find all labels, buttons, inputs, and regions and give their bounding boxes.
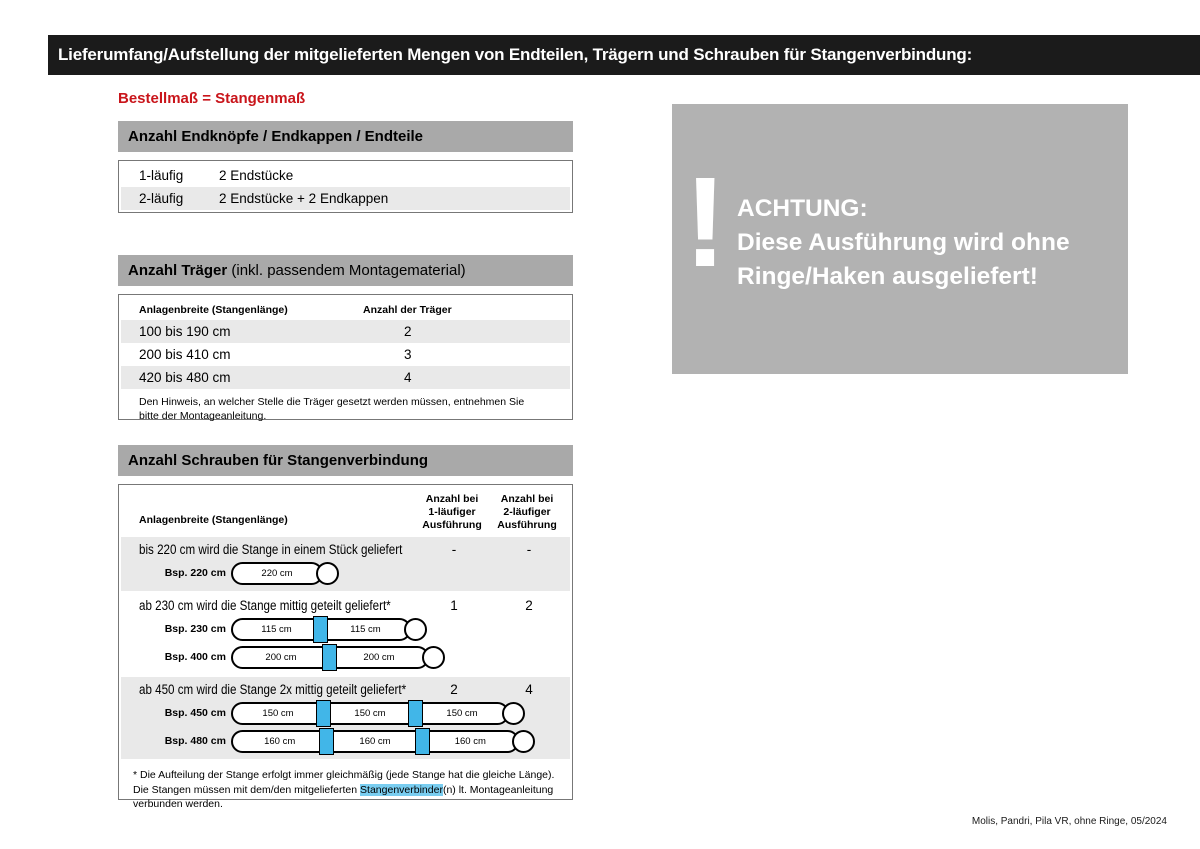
- row-count: 4: [404, 370, 412, 385]
- example-label: Bsp. 230 cm: [164, 623, 226, 635]
- example-label: Bsp. 450 cm: [164, 707, 226, 719]
- section-header-endteile: [118, 121, 573, 152]
- rod-example: [121, 559, 570, 587]
- rod-segment: 160 cm: [264, 735, 296, 747]
- table-note: Den Hinweis, an welcher Stelle die Träger gesetzt werden müssen, entnehmen Sie bitte der Montageanleitung.: [139, 396, 525, 423]
- footnote-post: (n) lt. Montageanleitung verbunden werden.: [133, 783, 554, 811]
- warning-line-3: Ringe/Haken ausgeliefert!: [737, 263, 1038, 290]
- table-section: [121, 537, 570, 591]
- table-endteile: [118, 160, 573, 213]
- table-traeger: [118, 294, 573, 423]
- column-header-anlagenbreite: Anlagenbreite (Stangenlänge): [139, 514, 288, 526]
- rod-segment: 220 cm: [261, 567, 293, 579]
- rod-body: [231, 702, 509, 725]
- rod-connector: [319, 728, 334, 755]
- section-text: ab 450 cm wird die Stange 2x mittig geteilt geliefert*: [139, 682, 407, 697]
- section-header-traeger: [118, 255, 573, 286]
- section-row: [121, 598, 570, 615]
- table-row: [121, 366, 570, 389]
- row-range: 420 bis 480 cm: [139, 370, 231, 385]
- warning-line-1: ACHTUNG:: [737, 195, 868, 222]
- rod-example: [121, 727, 570, 755]
- section-title-traeger-bold: Anzahl Träger: [128, 262, 228, 279]
- row-value: 2 Endstücke + 2 Endkappen: [219, 191, 389, 206]
- rod-end-knob: [422, 646, 445, 669]
- footnote: [133, 768, 558, 812]
- count-1-laeufig: 1: [450, 598, 458, 613]
- rod-illustration: [231, 646, 429, 669]
- count-1-laeufig: 2: [450, 682, 458, 697]
- footnote-pre: * Die Aufteilung der Stange erfolgt immer gleichmäßig (jede Stange hat die gleiche Länge). Die Stangen müssen mit dem/den mitgelieferten: [133, 769, 555, 796]
- section-row: [121, 542, 570, 559]
- page-header-bar: [48, 35, 1200, 75]
- table-row: [121, 343, 570, 366]
- count-2-laeufig: 2: [525, 598, 533, 613]
- count-2-laeufig: 4: [525, 682, 533, 697]
- rod-end-knob: [316, 562, 339, 585]
- section-title-traeger-rest: (inkl. passendem Montagematerial): [227, 262, 466, 279]
- rod-segment: 160 cm: [326, 732, 421, 751]
- row-range: 100 bis 190 cm: [139, 324, 231, 339]
- table-section: [121, 593, 570, 675]
- table-header-row: [119, 295, 572, 320]
- rod-body: [231, 730, 519, 753]
- rod-illustration: [231, 730, 519, 753]
- rod-segment: 150 cm: [415, 704, 507, 723]
- rod-example: [121, 699, 570, 727]
- rod-connector: [322, 644, 337, 671]
- table-row: [121, 320, 570, 343]
- row-value: 2 Endstücke: [219, 168, 294, 183]
- rod-segment: 115 cm: [261, 623, 292, 635]
- section-row: [121, 682, 570, 699]
- rod-connector: [408, 700, 423, 727]
- rod-connector: [316, 700, 331, 727]
- column-header-anlagenbreite: Anlagenbreite (Stangenlänge): [139, 304, 288, 316]
- rod-segment: 115 cm: [320, 620, 409, 639]
- page-title: Lieferumfang/Aufstellung der mitgelieferten Mengen von Endteilen, Trägern und Schrauben für Stangenverbindung:: [58, 45, 973, 64]
- bestellmass-note: Bestellmaß = Stangenmaß: [118, 90, 306, 107]
- rod-segment: 200 cm: [265, 651, 297, 663]
- rod-connector: [313, 616, 328, 643]
- column-header-1-laeufig: Anzahl bei 1-läufiger Ausführung: [422, 493, 482, 532]
- rod-illustration: [231, 618, 411, 641]
- rod-end-knob: [512, 730, 535, 753]
- example-label: Bsp. 480 cm: [164, 735, 226, 747]
- section-title-endteile: Anzahl Endknöpfe / Endkappen / Endteile: [128, 128, 424, 145]
- rod-end-knob: [502, 702, 525, 725]
- section-title-schrauben: Anzahl Schrauben für Stangenverbindung: [128, 452, 429, 469]
- document-footer: Molis, Pandri, Pila VR, ohne Ringe, 05/2024: [971, 816, 1167, 827]
- example-label: Bsp. 400 cm: [164, 651, 226, 663]
- row-range: 200 bis 410 cm: [139, 347, 231, 362]
- row-label: 1-läufig: [139, 168, 184, 183]
- rod-body: [231, 562, 323, 585]
- footnote-highlight: Stangenverbinder: [360, 783, 443, 796]
- table-schrauben: [118, 484, 573, 811]
- rod-segment: 150 cm: [262, 707, 294, 719]
- section-text: bis 220 cm wird die Stange in einem Stück geliefert: [139, 542, 403, 557]
- column-header-2-laeufig: Anzahl bei 2-läufiger Ausführung: [497, 493, 557, 532]
- count-2-laeufig: -: [526, 542, 532, 557]
- table-row: [121, 187, 570, 210]
- rod-end-knob: [404, 618, 427, 641]
- exclamation-mark: !: [684, 151, 727, 294]
- rod-segment: 200 cm: [329, 648, 427, 667]
- rod-segment: 160 cm: [422, 732, 517, 751]
- rod-connector: [415, 728, 430, 755]
- table-row: [121, 164, 570, 187]
- row-label: 2-läufig: [139, 191, 184, 206]
- table-header-row: [119, 485, 572, 537]
- count-1-laeufig: -: [451, 542, 457, 557]
- table-section: [121, 677, 570, 759]
- column-header-anzahl-traeger: Anzahl der Träger: [363, 304, 452, 316]
- rod-segment: 150 cm: [323, 704, 415, 723]
- rod-illustration: [231, 702, 509, 725]
- section-text: ab 230 cm wird die Stange mittig geteilt geliefert*: [139, 598, 391, 613]
- warning-text: [737, 192, 1070, 294]
- row-count: 2: [404, 324, 412, 339]
- example-label: Bsp. 220 cm: [164, 567, 226, 579]
- rod-illustration: [231, 562, 323, 585]
- row-count: 3: [404, 347, 412, 362]
- warning-line-2: Diese Ausführung wird ohne: [737, 229, 1070, 256]
- rod-example: [121, 643, 570, 671]
- section-header-schrauben: [118, 445, 573, 476]
- rod-example: [121, 615, 570, 643]
- warning-box: [672, 104, 1128, 374]
